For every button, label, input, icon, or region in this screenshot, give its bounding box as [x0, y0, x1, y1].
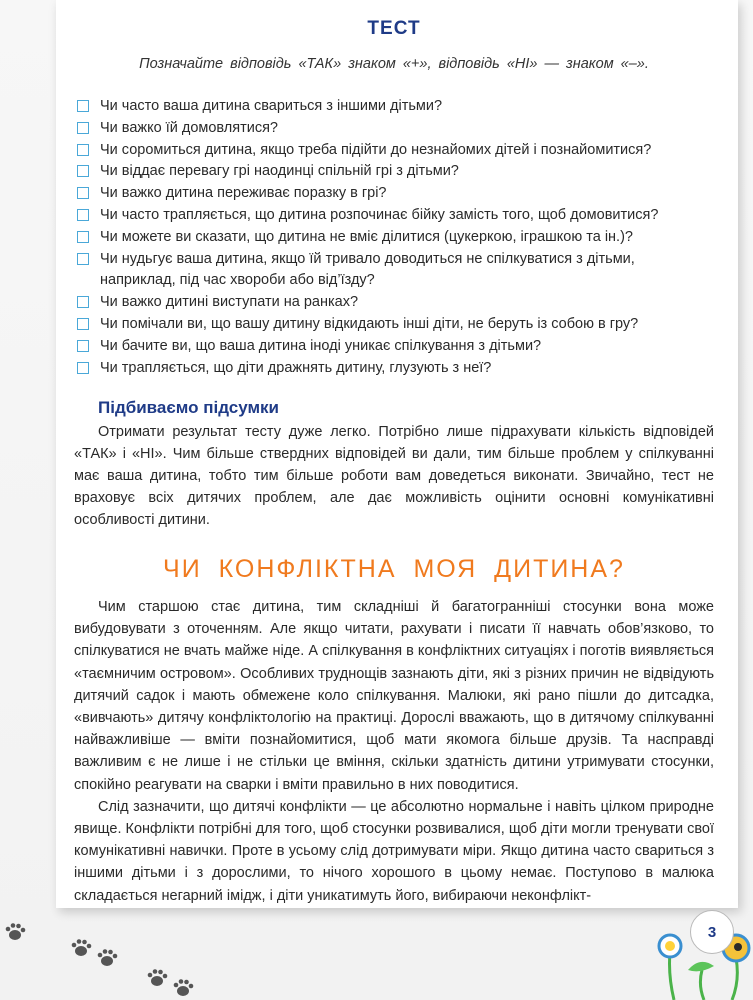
paw-prints-decoration [0, 900, 200, 1000]
section-title: ЧИ КОНФЛІКТНА МОЯ ДИТИНА? [163, 555, 625, 583]
test-question [74, 227, 714, 249]
test-question [74, 205, 714, 227]
answer-checkbox[interactable] [77, 165, 89, 177]
paw-print-icon [70, 938, 92, 958]
answer-checkbox[interactable] [77, 362, 89, 374]
test-question [74, 292, 714, 314]
question-text: Чи часто ваша дитина свариться з іншими дітьми? [100, 98, 443, 114]
question-text: Чи важко дитині виступати на ранках? [100, 294, 359, 311]
paw-print-icon [146, 968, 168, 988]
paw-print-icon [172, 978, 194, 998]
summary-heading: Підбиваємо підсумки [98, 398, 279, 417]
section-paragraph: Чим старшою стає дитина, тим складніші й багатогранніші стосунки вона може вибудовувати з оточенням. Але якщо читати, рахувати і писати її навчать обов’язково, то спілкуватися не вчать майже ніде. А спілкування в конфліктних ситуаціях і поготів виявляється «таємничим островом». Особливих труднощів зазнають діти, які з різних причин не відвідують дитячий садок і мають обмежене коло спілкування. Малюки, які рано пішли до дитсадка, «вивчають» дитячу конфліктологію на практиці. Дорослі вважають, що в дитячому спілкуванні найважливіше — вміти познайомитися, щоб мати якомога більше друзів. Та насправді важливим є не лише і не стільки це вміння, скільки здатність дитини утримувати стосунки, спокійно реагувати на сварки і вміти правильно в них поводитися. [74, 599, 714, 793]
paw-print-icon [96, 948, 118, 968]
question-text: Чи помічали ви, що вашу дитину відкидають інші діти, не беруть із собою в гру? [100, 315, 639, 332]
answer-checkbox[interactable] [77, 253, 89, 265]
question-text: Чи віддає перевагу грі наодинці спільній грі з дітьми? [100, 163, 459, 180]
question-text: Чи бачите ви, що ваша дитина іноді уникає спілкування з дітьми? [100, 337, 542, 354]
test-question [74, 358, 714, 380]
answer-checkbox[interactable] [77, 231, 89, 243]
question-text: Чи важко дитина переживає поразку в грі? [100, 185, 387, 202]
answer-checkbox[interactable] [77, 187, 89, 199]
question-text: Чи нудьгує ваша дитина, якщо їй тривало доводиться не спілкуватися з дітьми, наприклад, під час хвороби або від’їзду? [100, 250, 635, 289]
test-instructions: Позначайте відповідь «ТАК» знаком «+», відповідь «НІ» — знаком «–». [139, 56, 649, 72]
section-paragraph: Слід зазначити, що дитячі конфлікти — це абсолютно нормальне і навіть цілком природне явище. Конфлікти потрібні для того, щоб стосунки розвивалися, щоб діти могли тренувати свої комунікативні навички. Проте в усьому слід дотримувати міри. Якщо дитина часто свариться з іншими дітьми і з дорослими, то нічого хорошого в цьому немає. Поступово в малюка складається негарний імідж, і діти уникатимуть його, вибираючи неконфлікт- [74, 798, 715, 904]
test-questions-list [74, 96, 714, 379]
content-sheet [56, 0, 738, 908]
paw-print-icon [4, 922, 26, 942]
answer-checkbox[interactable] [77, 296, 89, 308]
test-question [74, 314, 714, 336]
question-text: Чи соромиться дитина, якщо треба підійти до незнайомих дітей і познайомитися? [100, 141, 652, 158]
test-question [74, 336, 714, 358]
test-question [74, 161, 714, 183]
section-body [74, 596, 714, 907]
question-text: Чи можете ви сказати, що дитина не вміє ділитися (цукеркою, іграшкою та ін.)? [100, 228, 633, 245]
test-question [74, 249, 714, 293]
answer-checkbox[interactable] [77, 318, 89, 330]
question-text: Чи часто трапляється, що дитина розпочинає бійку замість того, щоб домовитися? [100, 206, 659, 223]
answer-checkbox[interactable] [77, 340, 89, 352]
answer-checkbox[interactable] [77, 144, 89, 156]
test-question [74, 118, 714, 140]
question-text: Чи важко їй домовлятися? [100, 119, 279, 136]
test-title: ТЕСТ [367, 18, 421, 39]
answer-checkbox[interactable] [77, 100, 89, 112]
page-number: 3 [690, 910, 734, 954]
test-question [74, 140, 714, 162]
answer-checkbox[interactable] [77, 209, 89, 221]
test-question [74, 96, 714, 118]
answer-checkbox[interactable] [77, 122, 89, 134]
test-question [74, 183, 714, 205]
question-text: Чи трапляється, що діти дражнять дитину, глузують з неї? [100, 359, 492, 376]
summary-text: Отримати результат тесту дуже легко. Потрібно лише підрахувати кількість відповідей «ТАК» і «НІ». Чим більше ствердних відповідей ви дали, тим більше проблем у спілкуванні має ваша дитина, тобто тим більше роботи вам доведеться виконати. Звичайно, тест не враховує всіх дитячих проблем, але дає можливість оцінити основні комунікативні особливості дитини. [74, 424, 714, 528]
